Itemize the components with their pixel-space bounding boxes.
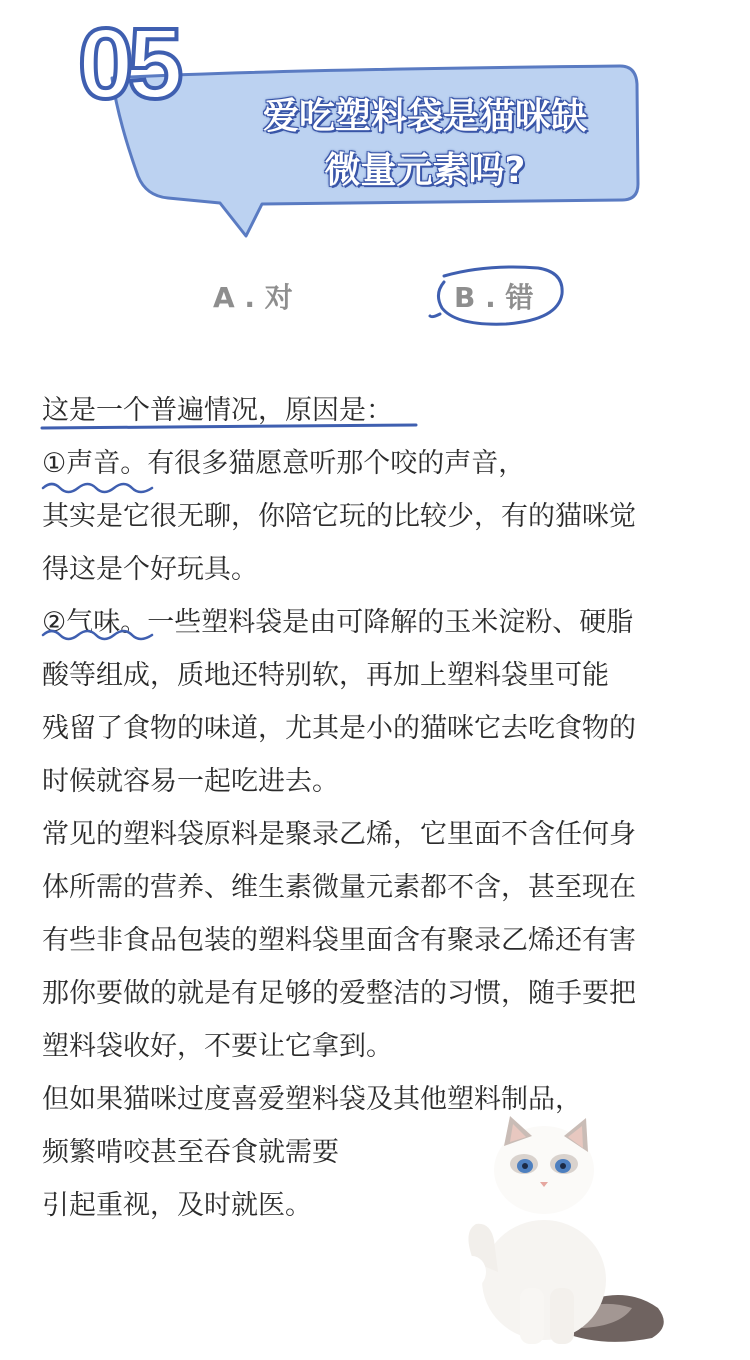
text-line: 频繁啃咬甚至吞食就需要	[42, 1137, 339, 1168]
text-line: 这是一个普遍情况，原因是：	[42, 395, 393, 426]
text-line: 时候就容易一起吃进去。	[42, 766, 339, 797]
text-line: 但如果猫咪过度喜爱塑料袋及其他塑料制品，	[42, 1084, 582, 1115]
text-line: 酸等组成，质地还特别软，再加上塑料袋里可能	[42, 660, 609, 691]
text-line: 有些非食品包装的塑料袋里面含有聚录乙烯还有害	[42, 925, 636, 956]
question-header	[0, 0, 750, 260]
option-a[interactable]: A . 对	[213, 281, 293, 314]
text-line: 残留了食物的味道，尤其是小的猫咪它去吃食物的	[42, 713, 636, 744]
straight-underline-mark	[40, 420, 420, 436]
text-line: ①声音。有很多猫愿意听那个咬的声音，	[42, 448, 526, 479]
text-line: 引起重视，及时就医。	[42, 1190, 312, 1221]
cat-image	[452, 1112, 672, 1348]
question-number: 05	[78, 8, 178, 120]
wavy-underline-mark	[40, 478, 160, 498]
text-line: 塑料袋收好，不要让它拿到。	[42, 1031, 393, 1062]
option-b[interactable]: B . 错	[454, 281, 534, 314]
question-title	[230, 90, 620, 198]
text-line: ②气味。一些塑料袋是由可降解的玉米淀粉、硬脂	[42, 607, 634, 638]
text-line: 体所需的营养、维生素微量元素都不含，甚至现在	[42, 872, 636, 903]
answer-explanation	[42, 384, 722, 1232]
wavy-underline-mark	[40, 625, 160, 645]
text-line: 其实是它很无聊，你陪它玩的比较少，有的猫咪觉	[42, 501, 636, 532]
question-title-line2: 微量元素吗?	[324, 150, 526, 191]
text-line: 那你要做的就是有足够的爱整洁的习惯，随手要把	[42, 978, 636, 1009]
text-line: 得这是个好玩具。	[42, 554, 258, 585]
question-title-line1: 爱吃塑料袋是猫咪缺	[262, 96, 587, 137]
text-line: 常见的塑料袋原料是聚录乙烯，它里面不含任何身	[42, 819, 636, 850]
